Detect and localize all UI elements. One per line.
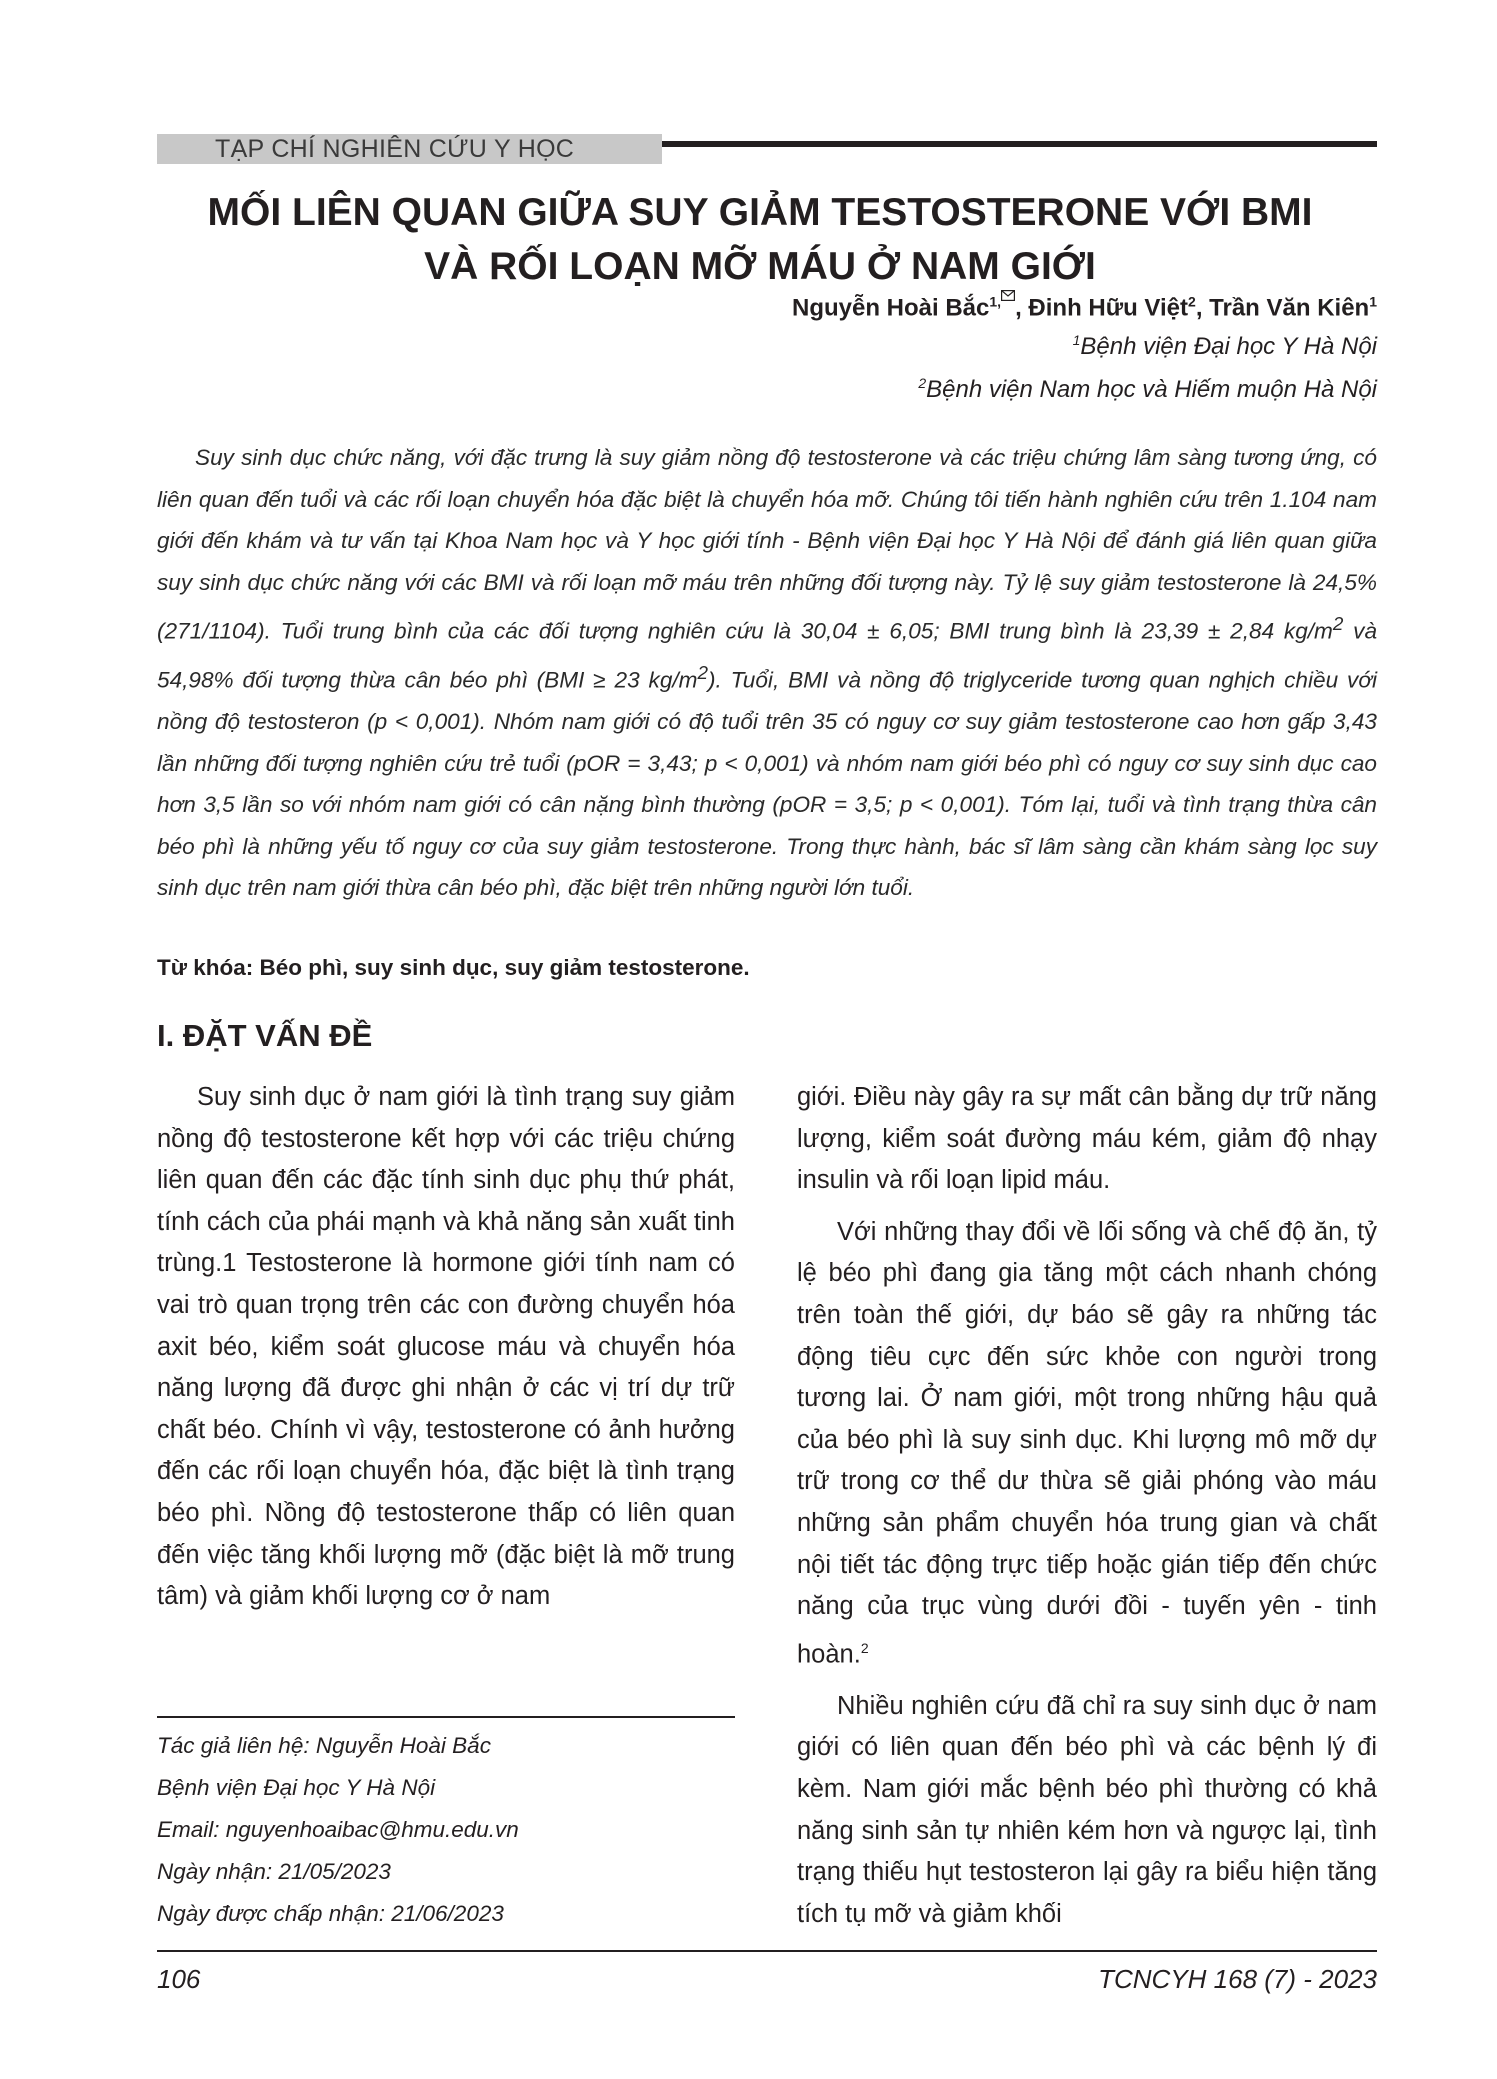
affiliation-1: $^1$Bệnh viện Đại học Y Hà Nội: [1072, 332, 1377, 360]
header-rule: [662, 141, 1377, 147]
article-title: [140, 186, 1380, 294]
abstract: Suy sinh dục chức năng, với đặc trưng là suy giảm nồng độ testosterone và các triệu chứng lâm sàng tương ứng, có liên quan đến tuổi và các rối loạn chuyển hóa đặc biệt là chuyển hóa mỡ. Chúng tôi tiến hành nghiên cứu trên 1.104 nam giới đến khám và tư vấn tại Khoa Nam học và Y học giới tính - Bệnh viện Đại học Y Hà Nội để đánh giá liên quan giữa suy sinh dục chức năng với các BMI và rối loạn mỡ máu trên những đối tượng này. Tỷ lệ suy giảm testosterone là 24,5% (271/1104). Tuổi trung bình của các đối tượng nghiên cứu là 30,04 ± 6,05; BMI trung bình là 23,39 ± 2,84 $kg/m^2$ và 54,98% đối tượng thừa cân béo phì (BMI ≥ 23 $kg/m^2$). Tuổi, BMI và nồng độ triglyceride tương quan nghịch chiều với nồng độ testosteron (p < 0,001). Nhóm nam giới có độ tuổi trên 35 có nguy cơ suy giảm testosterone cao hơn gấp 3,43 lần những đối tượng nghiên cứu trẻ tuổi (pOR = 3,43; p < 0,001) và nhóm nam giới béo phì có nguy cơ suy sinh dục cao hơn 3,5 lần so với nhóm nam giới có cân nặng bình thường (pOR = 3,5; p < 0,001). Tóm lại, tuổi và tình trạng thừa cân béo phì là những yếu tố nguy cơ của suy giảm testosterone. Trong thực hành, bác sĩ lâm sàng cần khám sàng lọc suy sinh dục trên nam giới thừa cân béo phì, đặc biệt trên những người lớn tuổi.: [157, 445, 1378, 901]
journal-issue: TCNCYH 168 (7) - 2023: [1098, 1964, 1377, 1994]
date-received: Ngày nhận: 21/05/2023: [157, 1859, 391, 1884]
page-number: 106: [157, 1964, 201, 1994]
author-1-affiliation-mark: 1,: [989, 293, 1002, 310]
footnote-rule: [157, 1716, 735, 1718]
paragraph: Với những thay đổi về lối sống và chế độ ăn, tỷ lệ béo phì đang gia tăng một cách nhanh chóng trên toàn thế giới, dự báo sẽ gây ra những tác động tiêu cực đến sức khỏe con người trong tương lai. Ở nam giới, một trong những hậu quả của béo phì là suy sinh dục. Khi lượng mô mỡ dự trữ trong cơ thể dư thừa sẽ giải phóng vào máu những sản phẩm chuyển hóa trung gian và chất nội tiết tác động trực tiếp hoặc gián tiếp đến chức năng của trục vùng dưới đồi - tuyến yên - tinh hoàn.$^2$: [797, 1217, 1377, 1669]
body-column-right: [797, 1077, 1377, 1935]
keywords: Từ khóa: Béo phì, suy sinh dục, suy giảm testosterone.: [157, 955, 750, 980]
author-3: Trần Văn Kiên: [1209, 294, 1370, 322]
paragraph: Nhiều nghiên cứu đã chỉ ra suy sinh dục ở nam giới có liên quan đến béo phì và các bệnh lý đi kèm. Nam giới mắc bệnh béo phì thường có khả năng sinh sản tự nhiên kém hơn và ngược lại, tình trạng thiếu hụt testosteron lại gây ra biểu hiện tăng tích tụ mỡ và giảm khối: [797, 1691, 1377, 1928]
title-line-2: VÀ RỐI LOẠN MỠ MÁU Ở NAM GIỚI: [424, 245, 1096, 288]
paragraph: Suy sinh dục ở nam giới là tình trạng suy giảm nồng độ testosterone kết hợp với các triệu chứng liên quan đến các đặc tính sinh dục phụ thứ phát, tính cách của phái mạnh và khả năng sản xuất tinh trùng.1 Testosterone là hormone giới tính nam có vai trò quan trọng trên các con đường chuyển hóa axit béo, kiểm soát glucose máu và chuyển hóa năng lượng đã được ghi nhận ở các vị trí dự trữ chất béo. Chính vì vậy, testosterone có ảnh hưởng đến các rối loạn chuyển hóa, đặc biệt là tình trạng béo phì. Nồng độ testosterone thấp có liên quan đến việc tăng khối lượng mỡ (đặc biệt là mỡ trung tâm) và giảm khối lượng cơ ở nam: [157, 1083, 735, 1611]
journal-label: TẠP CHÍ NGHIÊN CỨU Y HỌC: [215, 134, 575, 163]
body-column-left: [157, 1077, 735, 1618]
author-1: Nguyễn Hoài Bắc: [791, 294, 990, 322]
paragraph: giới. Điều này gây ra sự mất cân bằng dự trữ năng lượng, kiểm soát đường máu kém, giảm độ nhạy insulin và rối loạn lipid máu.: [797, 1083, 1377, 1195]
corresponding-institution: Bệnh viện Đại học Y Hà Nội: [157, 1775, 436, 1800]
author-list: Nguyễn Hoài Bắc$^{1,}$ , Đinh Hữu Việt$^2$, Trần Văn Kiên$^1$: [792, 290, 1377, 323]
date-accepted: Ngày được chấp nhận: 21/06/2023: [157, 1901, 504, 1926]
correspondence-footnote: [157, 1725, 735, 1935]
corresponding-author: Tác giả liên hệ: Nguyễn Hoài Bắc: [157, 1733, 491, 1758]
title-line-1: MỐI LIÊN QUAN GIỮA SUY GIẢM TESTOSTERONE VỚI BMI: [207, 191, 1313, 234]
journal-header-band: [157, 134, 662, 164]
affiliation-2: $^2$Bệnh viện Nam học và Hiếm muộn Hà Nội: [918, 375, 1377, 403]
corresponding-email: Email: nguyenhoaibac@hmu.edu.vn: [157, 1817, 519, 1842]
footer-rule: [157, 1950, 1377, 1952]
section-heading: I. ĐẶT VẤN ĐỀ: [157, 1018, 373, 1053]
envelope-icon: [1001, 290, 1015, 301]
author-2-affiliation-mark: 2: [1188, 293, 1196, 310]
author-3-affiliation-mark: 1: [1369, 293, 1377, 310]
author-2: Đinh Hữu Việt: [1028, 294, 1189, 322]
